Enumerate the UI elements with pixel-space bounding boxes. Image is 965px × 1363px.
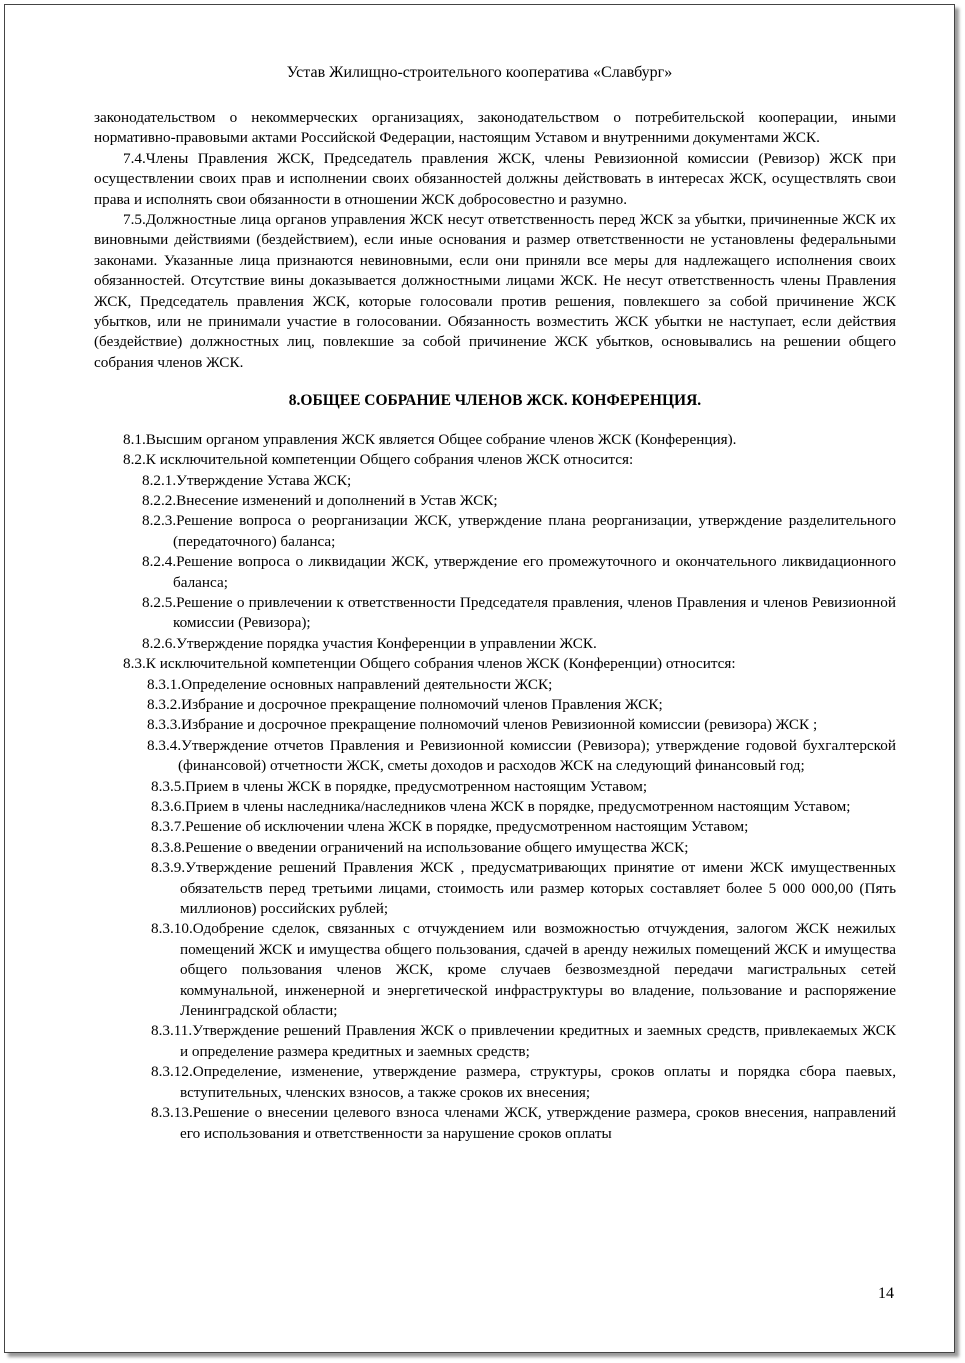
page-header: Устав Жилищно-строительного кооператива «Славбург»: [286, 64, 673, 81]
item-8-3-7: 8.3.7.Решение об исключении члена ЖСК в порядке, предусмотренном настоящим Уставом;: [151, 818, 749, 836]
item-8-3-1: 8.3.1.Определение основных направлений деятельности ЖСК;: [147, 675, 553, 693]
item-8-3-9: 8.3.9.Утверждение решений Правления ЖСК , предусматривающих принятие от имени ЖСК имущественных обязательств перед третьими лицами, стоимость или размер которых составляет более 5 000 000,00 (Пять миллионов) российских рублей;: [151, 859, 896, 918]
item-8-3-2: 8.3.2.Избрание и досрочное прекращение полномочий членов Правления ЖСК;: [147, 695, 663, 713]
item-8-3-12: 8.3.12.Определение, изменение, утверждение размера, структуры, сроков оплаты и порядка сбора паевых, вступительных, членских взносов, а также сроков их внесения;: [151, 1063, 896, 1101]
item-8-3-5: 8.3.5.Прием в члены ЖСК в порядке, предусмотренном настоящим Уставом;: [151, 777, 648, 795]
item-8-3-11: 8.3.11.Утверждение решений Правления ЖСК о привлечении кредитных и заемных средств, привлекаемых ЖСК и определение размера кредитных и заемных средств;: [151, 1022, 896, 1060]
section-heading: 8.ОБЩЕЕ СОБРАНИЕ ЧЛЕНОВ ЖСК. КОНФЕРЕНЦИЯ.: [288, 392, 702, 410]
item-8-2-6: 8.2.6.Утверждение порядка участия Конференции в управлении ЖСК.: [142, 634, 597, 652]
item-8-2-2: 8.2.2.Внесение изменений и дополнений в Устав ЖСК;: [142, 491, 498, 509]
page-number: 14: [878, 1285, 894, 1302]
item-8-2: 8.2.К исключительной компетенции Общего собрания членов ЖСК относится:: [123, 451, 634, 469]
item-8-3-8: 8.3.8.Решение о введении ограничений на использование общего имущества ЖСК;: [151, 838, 689, 856]
page-body: [94, 108, 896, 1144]
item-8-2-1: 8.2.1.Утверждение Устава ЖСК;: [142, 471, 352, 489]
item-8-1: 8.1.Высшим органом управления ЖСК является Общее собрание членов ЖСК (Конференция).: [123, 430, 737, 448]
item-8-3-13: 8.3.13.Решение о внесении целевого взноса членами ЖСК, утверждение размера, сроков внесения, направлений его использования и ответственности за нарушение сроков оплаты: [151, 1104, 896, 1142]
document-page: [4, 4, 955, 1353]
paragraph-7-4: 7.4.Члены Правления ЖСК, Председатель правления ЖСК, члены Ревизионной комиссии (Ревизор) ЖСК при осуществлении своих прав и исполнении своих обязанностей должны действовать в интересах ЖСК, осуществлять свои права и исполнять свои обязанности в отношении ЖСК добросовестно и разумно.: [94, 149, 896, 208]
item-8-2-4: 8.2.4.Решение вопроса о ликвидации ЖСК, утверждение его промежуточного и окончательного ликвидационного баланса;: [142, 553, 896, 591]
paragraph-continuation: законодательством о некоммерческих организациях, законодательством о потребительской кооперации, иными нормативно-правовыми актами Российской Федерации, настоящим Уставом и внутренними документами ЖСК.: [94, 109, 896, 147]
item-8-3-10: 8.3.10.Одобрение сделок, связанных с отчуждением или возможностью отчуждения, залогом ЖСК нежилых помещений ЖСК и имущества общего пользования, сдачей в аренду нежилых помещений ЖСК и имущества общего пользования членов ЖСК, кроме случаев безвозмездной передачи магистральных сетей коммунальной, инженерной и энергетической инфраструктуры во владение, пользование и распоряжение Ленинградской области;: [151, 920, 896, 1020]
item-8-2-5: 8.2.5.Решение о привлечении к ответственности Председателя правления, членов Правления и членов Ревизионной комиссии (Ревизора);: [142, 593, 896, 632]
item-8-3-6: 8.3.6.Прием в члены наследника/наследников члена ЖСК в порядке, предусмотренном настоящим Уставом;: [151, 798, 851, 815]
item-8-2-3: 8.2.3.Решение вопроса о реорганизации ЖСК, утверждение плана реорганизации, утверждение разделительного (передаточного) баланса;: [142, 512, 896, 550]
paragraph-7-5: 7.5.Должностные лица органов управления ЖСК несут ответственность перед ЖСК за убытки, причиненные ЖСК их виновными действиями (бездействием), если иные основания и размер ответственности не установлены федеральными законами. Указанные лица признаются невиновными, если они приняли все меры для надлежащего исполнения своих обязанностей. Отсутствие вины доказывается должностными лицами ЖСК. Не несут ответственность члены Правления ЖСК, Председатель правления ЖСК, которые голосовали против решения, повлекшего за собой причинение ЖСК убытков, или не принимали участие в голосовании. Обязанность возместить ЖСК убытки не наступает, если действия (бездействие) должностных лиц, повлекшие за собой причинение ЖСК убытков, основывались на решении общего собрания членов ЖСК.: [94, 211, 896, 371]
item-8-3-4: 8.3.4.Утверждение отчетов Правления и Ревизионной комиссии (Ревизора); утверждение годовой бухгалтерской (финансовой) отчетности ЖСК, сметы доходов и расходов ЖСК на следующий финансовый год;: [147, 736, 896, 775]
item-8-3-3: 8.3.3.Избрание и досрочное прекращение полномочий членов Ревизионной комиссии (ревизора) ЖСК ;: [147, 716, 818, 734]
item-8-3: 8.3.К исключительной компетенции Общего собрания членов ЖСК (Конференции) относится:: [123, 655, 736, 673]
